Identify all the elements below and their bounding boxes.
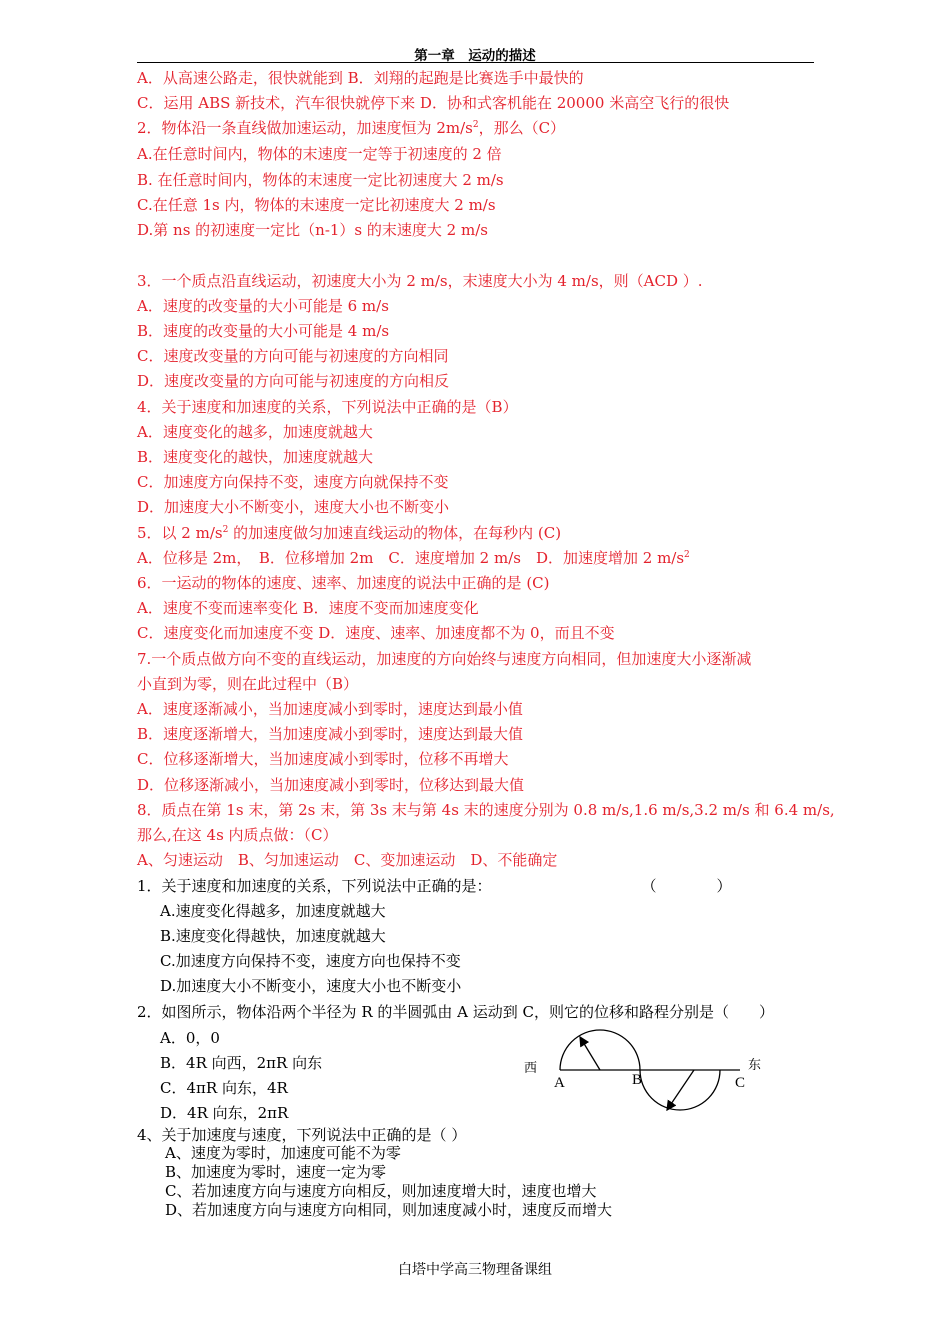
q7-option-b: B．速度逐渐增大，当加速度减小到零时，速度达到最大值 [137,725,524,743]
q5-options [137,548,690,568]
b1-option-a: A.速度变化得越多，加速度就越大 [160,902,386,920]
q4-option-a: A．速度变化的越多，加速度就越大 [137,423,373,441]
q5-stem-text: 5．以 2 m/s [137,524,223,542]
q8-stem-line2: 那么,在这 4s 内质点做：（C） [137,826,338,844]
q5-options-superscript: 2 [684,550,690,560]
q2-option-c: C.在任意 1s 内，物体的末速度一定比初速度大 2 m/s [137,196,496,214]
q2-stem-text: 2．物体沿一条直线做加速运动，加速度恒为 2m/s [137,119,473,137]
q2-option-d: D.第 ns 的初速度一定比（n-1）s 的末速度大 2 m/s [137,221,488,239]
lower-radius-arrow [667,1070,694,1110]
b2-option-c: C．4πR 向东，4R [160,1079,288,1097]
b1-option-c: C.加速度方向保持不变，速度方向也保持不变 [160,952,461,970]
b2-option-d: D．4R 向东，2πR [160,1104,289,1122]
q6-option-line-ab: A．速度不变而速率变化 B．速度不变而加速度变化 [137,599,479,617]
b2-option-a: A．0，0 [160,1029,220,1047]
q3-option-a: A．速度的改变量的大小可能是 6 m/s [137,297,389,315]
b4-option-d: D、若加速度方向与速度方向相同，则加速度减小时，速度反而增大 [165,1201,613,1219]
q4-option-c: C．加速度方向保持不变，速度方向就保持不变 [137,473,449,491]
q8-options: A、匀速运动 B、匀加速运动 C、变加速运动 D、不能确定 [137,851,558,869]
q5-stem [137,523,561,543]
q6-option-line-cd: C．速度变化而加速度不变 D．速度、速率、加速度都不为 0，而且不变 [137,624,615,642]
upper-radius-arrow [580,1037,600,1070]
q4-stem: 4．关于速度和加速度的关系，下列说法中正确的是（B） [137,398,518,416]
q1-option-line-cd: C．运用 ABS 新技术，汽车很快就停下来 D．协和式客机能在 20000 米高空飞行的很快 [137,94,730,112]
q5-stem-superscript: 2 [222,525,229,535]
q4-option-d: D．加速度大小不断变小，速度大小也不断变小 [137,498,450,516]
point-b-label: B [632,1072,643,1088]
q7-stem-line1: 7.一个质点做方向不变的直线运动，加速度的方向始终与速度方向相同，但加速度大小逐渐减 [137,650,752,668]
b4-option-b: B、加速度为零时，速度一定为零 [165,1163,387,1181]
q7-option-a: A．速度逐渐减小，当加速度减小到零时，速度达到最小值 [137,700,523,718]
q5-options-text: A．位移是 2m， B．位移增加 2m C．速度增加 2 m/s D．加速度增加 2 m/s [137,549,685,567]
q2-option-b: B. 在任意时间内，物体的末速度一定比初速度大 2 m/s [137,171,504,189]
b2-stem: 2．如图所示，物体沿两个半径为 R 的半圆弧由 A 运动到 C，则它的位移和路程分别是（ ） [137,1003,774,1021]
point-c-label: C [735,1075,746,1091]
semicircle-path-diagram [520,1025,780,1120]
q7-stem-line2: 小直到为零，则在此过程中（B） [137,675,359,693]
q3-option-c: C．速度改变量的方向可能与初速度的方向相同 [137,347,449,365]
q1-option-line-ab: A．从高速公路走，很快就能到 B．刘翔的起跑是比赛选手中最快的 [137,69,584,87]
q3-option-d: D．速度改变量的方向可能与初速度的方向相反 [137,372,450,390]
b4-stem: 4、关于加速度与速度，下列说法中正确的是（ ） [137,1126,467,1144]
page-footer: 白塔中学高三物理备课组 [398,1262,552,1278]
q7-option-c: C．位移逐渐增大，当加速度减小到零时，位移不再增大 [137,750,509,768]
q8-stem-line1: 8．质点在第 1s 末，第 2s 末，第 3s 末与第 4s 末的速度分别为 0.8 m/s,1.6 m/s,3.2 m/s 和 6.4 m/s, [137,801,835,819]
q2-stem-answer: ，那么（C） [478,119,566,137]
q6-stem: 6．一运动的物体的速度、速率、加速度的说法中正确的是 (C) [137,574,550,592]
q2-stem-superscript: 2 [472,120,479,130]
b1-option-d: D.加速度大小不断变小，速度大小也不断变小 [160,977,462,995]
west-label: 西 [524,1061,538,1076]
b4-option-a: A、速度为零时，加速度可能不为零 [165,1144,401,1162]
q3-option-b: B．速度的改变量的大小可能是 4 m/s [137,322,390,340]
upper-semicircle [560,1030,640,1070]
point-a-label: A [554,1075,565,1091]
q2-option-a: A.在任意时间内，物体的末速度一定等于初速度的 2 倍 [137,145,502,163]
b1-option-b: B.速度变化得越快，加速度就越大 [160,927,386,945]
page-header-title: 第一章 运动的描述 [414,48,536,64]
q5-stem-rest: 的加速度做匀加速直线运动的物体，在每秒内 (C) [228,524,562,542]
b4-option-c: C、若加速度方向与速度方向相反，则加速度增大时，速度也增大 [165,1182,597,1200]
q2-stem [137,118,565,138]
q7-option-d: D．位移逐渐减小，当加速度减小到零时，位移达到最大值 [137,776,525,794]
header-rule [137,62,814,63]
east-label: 东 [748,1058,762,1073]
q3-stem: 3．一个质点沿直线运动，初速度大小为 2 m/s，末速度大小为 4 m/s，则（ACD ）. [137,272,703,290]
b2-option-b: B．4R 向西，2πR 向东 [160,1054,323,1072]
b1-stem: 1．关于速度和加速度的关系，下列说法中正确的是： （ ） [137,877,732,895]
q4-option-b: B．速度变化的越快，加速度就越大 [137,448,374,466]
